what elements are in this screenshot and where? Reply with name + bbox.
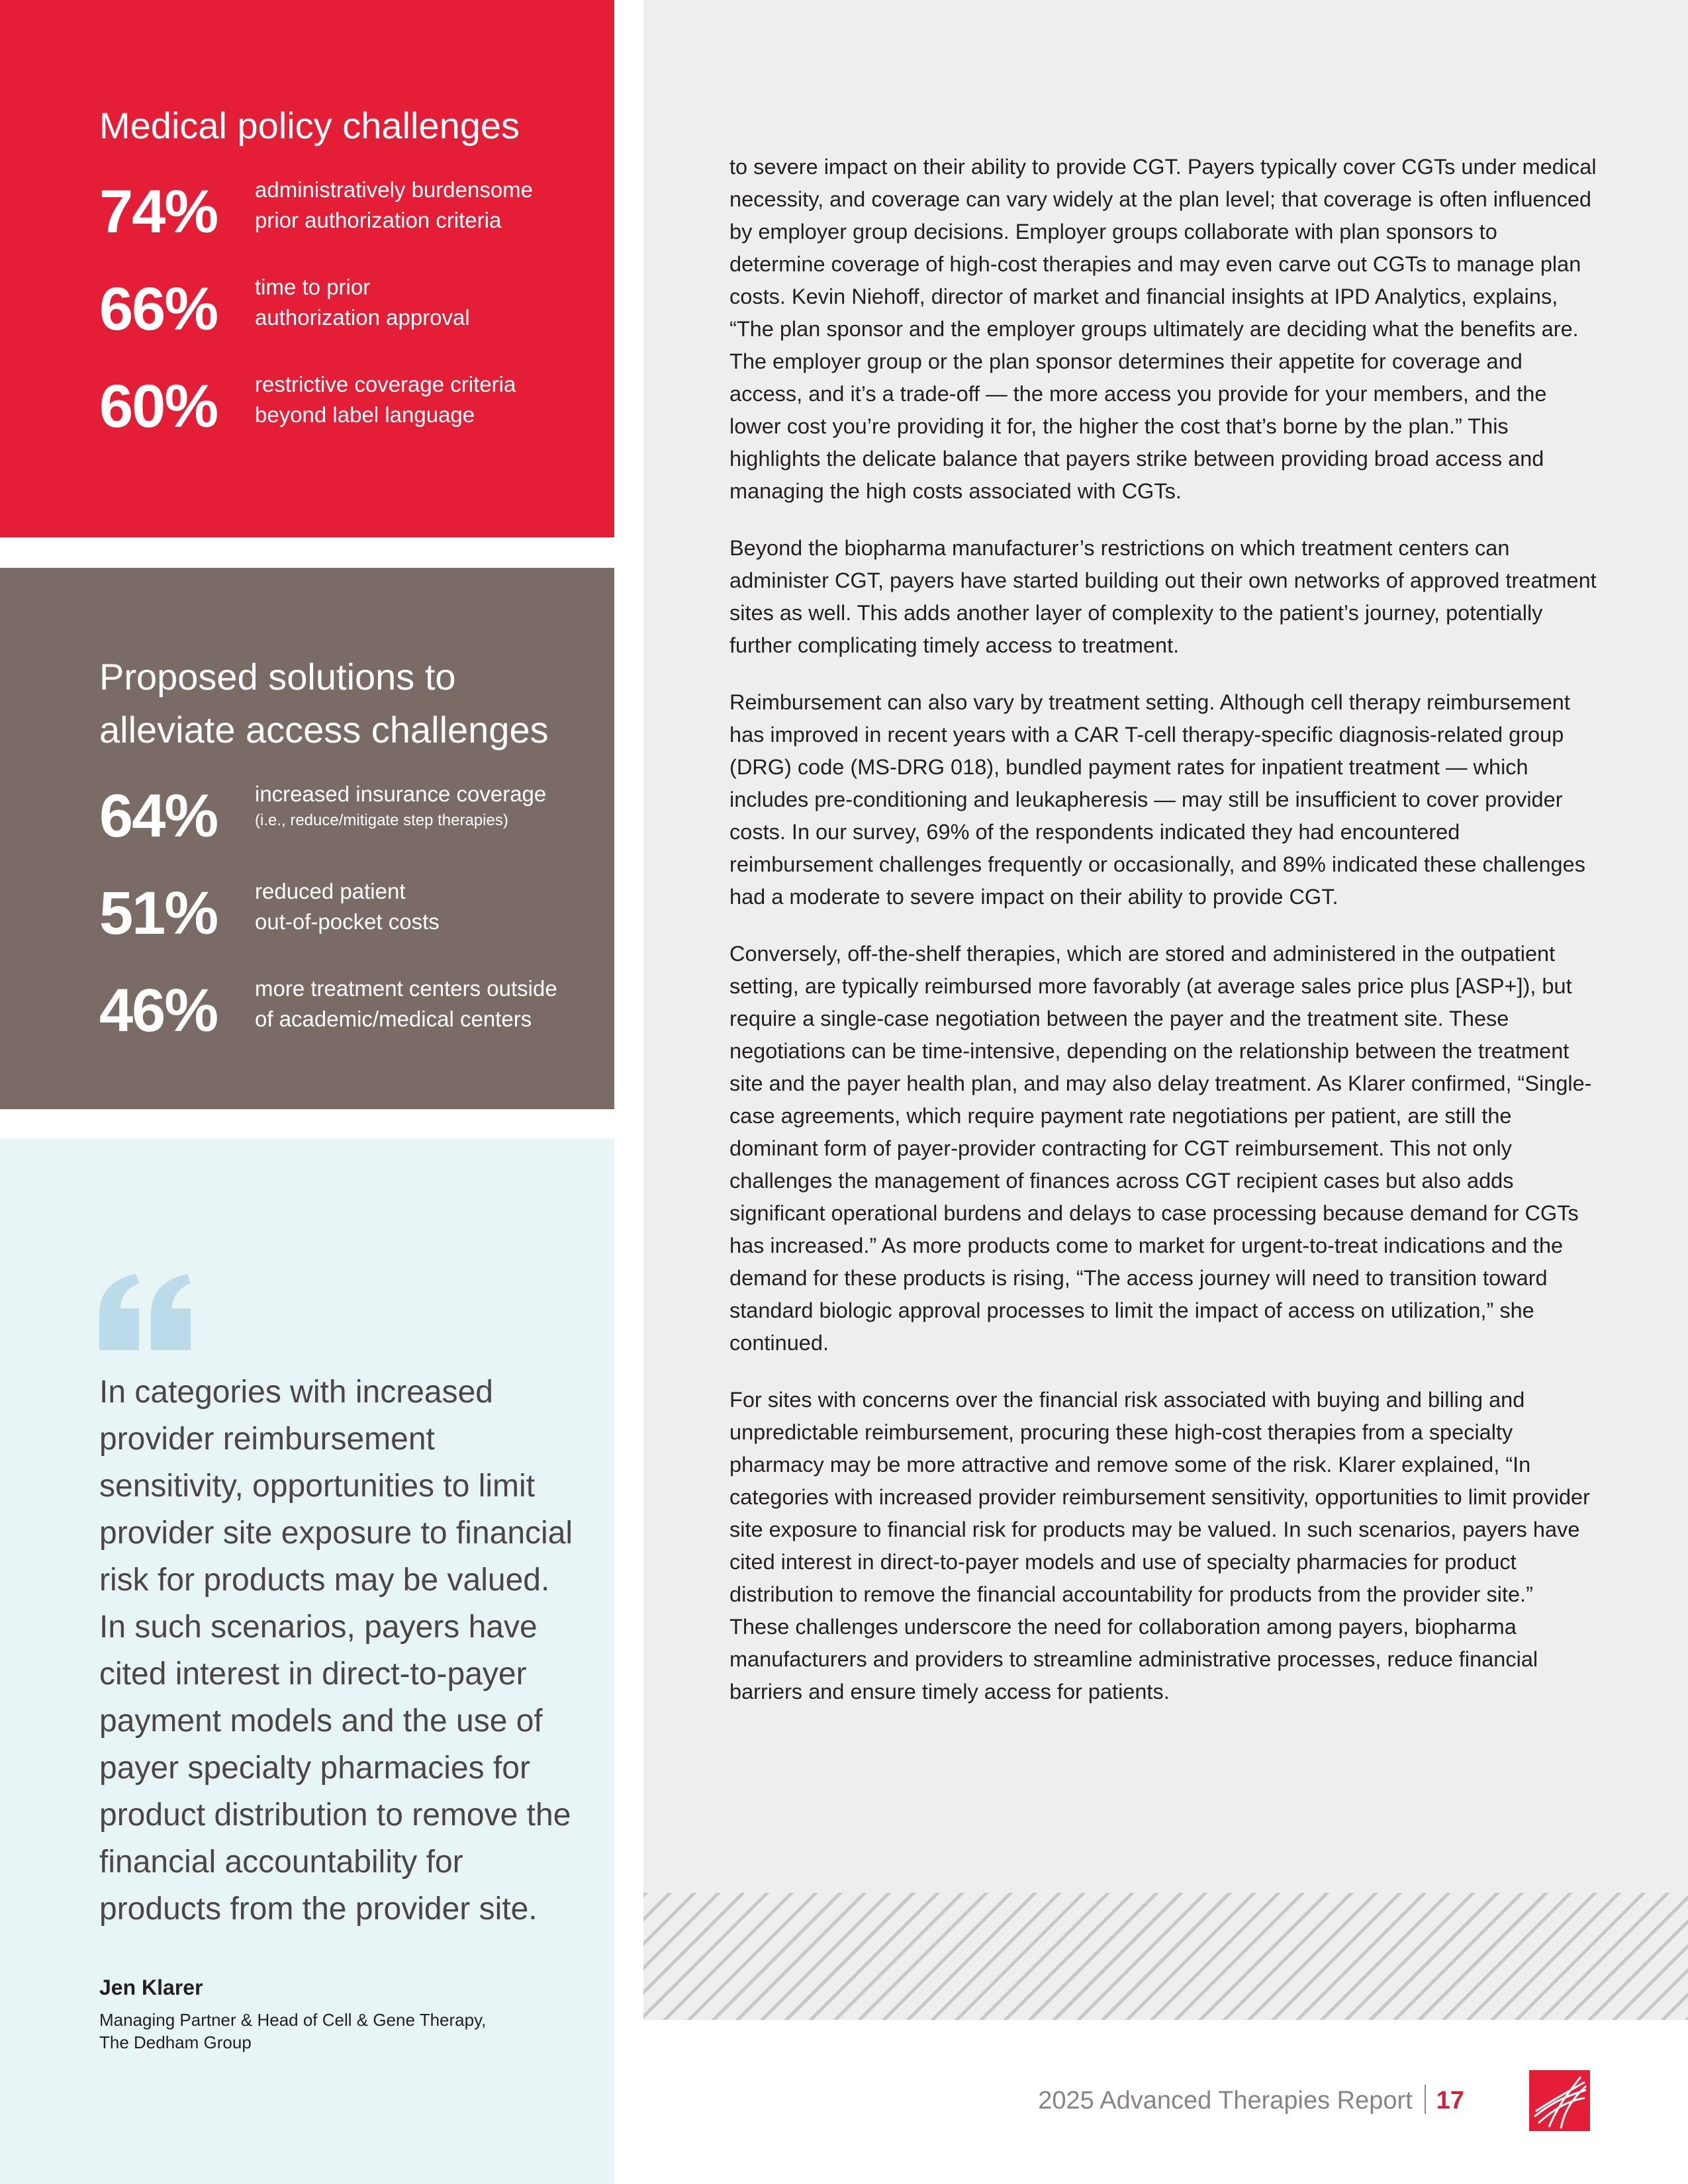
stat-value: 66% [99, 275, 218, 343]
stat-line: authorization approval [255, 305, 470, 330]
stat-note: (i.e., reduce/mitigate step therapies) [255, 811, 508, 829]
quote-author-role [99, 2009, 576, 2054]
solution-stat [99, 876, 614, 974]
body-paragraph: Reimbursement can also vary by treatment setting. Although cell therapy reimbursement has improved in recent years with a CAR T-cell therapy-specific diagnosis-related group (DRG) code (MS-DRG 018), bundled payment rates for inpatient treatment — which includes pre-conditioning and leukapheresis — may still be insufficient to cover provider costs. In our survey, 69% of the respondents indicated they had encountered reimbursement challenges frequently or occasionally, and 89% indicated these challenges had a moderate to severe impact on their ability to provide CGT. [729, 690, 1585, 909]
body-paragraph: For sites with concerns over the financial risk associated with buying and billing and unpredictable reimbursement, procuring these high-cost therapies from a specialty pharmacy may be more attractive and remove some of the risk. Klarer explained, “In categories with increased provider reimbursement sensitivity, opportunities to limit provider site exposure to financial risk for products may be valued. In such scenarios, payers have cited interest in direct-to-payer models and use of specialty pharmacies for product distribution to remove the financial accountability for products from the provider site.” These challenges underscore the need for collaboration among payers, biopharma manufacturers and providers to streamline administrative processes, reduce financial barriers and ensure timely access for patients. [729, 1388, 1590, 1704]
stat-description [255, 974, 566, 1034]
solution-stat [99, 779, 614, 876]
quote-author: Jen Klarer [99, 1976, 203, 1999]
proposed-solutions-title [99, 651, 614, 756]
stat-line: increased insurance coverage [255, 782, 547, 806]
cardinal-health-logo-icon [1529, 2070, 1590, 2131]
stat-value: 60% [99, 373, 218, 440]
stat-line: out-of-pocket costs [255, 909, 440, 934]
stat-line: beyond label language [255, 402, 475, 427]
stat-line: of academic/medical centers [255, 1007, 532, 1031]
stat-description [255, 175, 566, 236]
stat-line: time to prior [255, 275, 371, 299]
role-line: The Dedham Group [99, 2032, 252, 2052]
stat-line: more treatment centers outside [255, 976, 557, 1001]
solution-stat [99, 974, 614, 1071]
stat-description [255, 272, 566, 333]
stat-line: administratively burdensome [255, 177, 534, 202]
title-line: alleviate access challenges [99, 709, 549, 751]
stat-value: 74% [99, 178, 218, 246]
page-footer [1038, 2085, 1464, 2115]
hatched-decoration [643, 1893, 1688, 2020]
stat-value: 46% [99, 977, 218, 1044]
body-text [729, 151, 1597, 1733]
footer-divider [1425, 2085, 1426, 2114]
pull-quote-text: In categories with increased provider reimbursement sensitivity, opportunities to limit provider site exposure to financial risk for products may be valued. In such scenarios, payers have cited interest in direct-to-payer payment models and the use of payer specialty pharmacies for product distribution to remove the financial accountability for products from the provider site. [99, 1375, 573, 1927]
role-line: Managing Partner & Head of Cell & Gene Therapy, [99, 2010, 487, 2030]
stat-line: reduced patient [255, 879, 406, 903]
quote-mark-icon [99, 1274, 192, 1350]
report-title: 2025 Advanced Therapies Report [1038, 2087, 1413, 2115]
stat-value: 64% [99, 782, 218, 850]
proposed-solutions-panel [0, 568, 614, 1109]
title-line: Proposed solutions to [99, 656, 456, 698]
policy-stat [99, 369, 614, 467]
stat-description [255, 876, 566, 937]
policy-stat [99, 175, 614, 272]
body-paragraph: to severe impact on their ability to provide CGT. Payers typically cover CGTs under medical necessity, and coverage can vary widely at the plan level; that coverage is often influenced by employer group decisions. Employer groups collaborate with plan sponsors to determine coverage of high-cost therapies and may even carve out CGTs to manage plan costs. Kevin Niehoff, director of market and financial insights at IPD Analytics, explains, “The plan sponsor and the employer groups ultimately are deciding what the benefits are. The employer group or the plan sponsor determines their appetite for coverage and access, and it’s a trade-off — the more access you provide for your members, and the lower cost you’re providing it for, the higher the cost that’s borne by the plan.” This highlights the delicate balance that payers strike between providing broad access and managing the high costs associated with CGTs. [729, 155, 1597, 503]
policy-stat [99, 272, 614, 369]
stat-value: 51% [99, 880, 218, 947]
stat-line: restrictive coverage criteria [255, 372, 516, 396]
medical-policy-title: Medical policy challenges [99, 105, 520, 146]
body-paragraph: Conversely, off-the-shelf therapies, which are stored and administered in the outpatient setting, are typically reimbursed more favorably (at average sales price plus [ASP+]), but require a single-case negotiation between the payer and the treatment site. These negotiations can be time-intensive, depending on the relationship between the treatment site and the payer health plan, and may also delay treatment. As Klarer confirmed, “Single-case agreements, which require payment rate negotiations per patient, are still the dominant form of payer-provider contracting for CGT reimbursement. This not only challenges the management of finances across CGT recipient cases but also adds significant operational burdens and delays to case processing because demand for CGTs has increased.” As more products come to market for urgent-to-treat indications and the demand for these products is rising, “The access journey will need to transition toward standard biologic approval processes to limit the impact of access on utilization,” she continued. [729, 942, 1592, 1355]
medical-policy-panel [0, 0, 614, 537]
body-paragraph: Beyond the biopharma manufacturer’s restrictions on which treatment centers can administer CGT, payers have started building out their own networks of approved treatment sites as well. This adds another layer of complexity to the patient’s journey, potentially further complicating timely access to treatment. [729, 536, 1597, 657]
stat-description [255, 369, 566, 430]
page-number: 17 [1436, 2087, 1464, 2115]
stat-description [255, 779, 566, 832]
stat-line: prior authorization criteria [255, 208, 502, 232]
